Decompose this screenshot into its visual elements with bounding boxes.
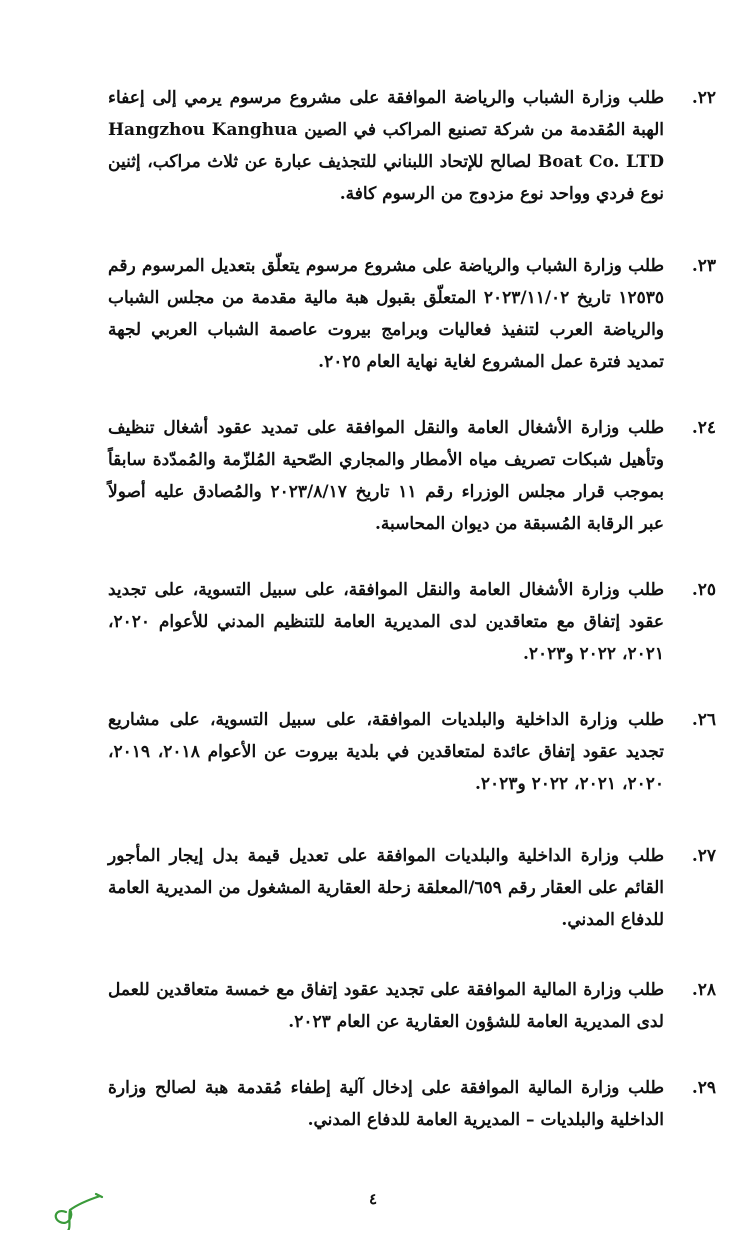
signature-initial (44, 1190, 104, 1230)
item-number: ٢٧. (691, 846, 716, 866)
agenda-item (108, 974, 716, 1038)
item-text: طلب وزارة الداخلية والبلديات الموافقة على تعديل قيمة بدل إيجار المأجور القائم على العقار رقم ٦٥٩/المعلقة زحلة العقارية المشغول من المديرية العامة للدفاع المدني. (108, 846, 664, 930)
item-number: ٢٩. (691, 1078, 716, 1098)
item-text: طلب وزارة الأشغال العامة والنقل الموافقة، على سبيل التسوية، على تجديد عقود إتفاق مع متعاقدين لدى المديرية العامة للتنظيم المدني للأعوام ٢٠٢٠، ٢٠٢١، ٢٠٢٢ و٢٠٢٣. (108, 580, 664, 664)
page-number: ٤ (368, 1190, 378, 1208)
item-number: ٢٣. (691, 256, 716, 276)
item-number: ٢٦. (691, 710, 716, 730)
item-text: طلب وزارة الداخلية والبلديات الموافقة، على سبيل التسوية، على مشاريع تجديد عقود إتفاق عائدة لمتعاقدين في بلدية بيروت عن الأعوام ٢٠١٨، ٢٠١٩، ٢٠٢٠، ٢٠٢١، ٢٠٢٢ و٢٠٢٣. (108, 710, 665, 794)
item-number: ٢٢. (691, 88, 716, 108)
item-text: طلب وزارة الشباب والرياضة على مشروع مرسوم يتعلّق بتعديل المرسوم رقم ١٢٥٣٥ تاريخ ٢٠٢٣/١١/٠٢ المتعلّق بقبول هبة مالية مقدمة من مجلس الشباب والرياضة العرب لتنفيذ فعاليات وبرامج بيروت عاصمة الشباب العربي لجهة تمديد فترة عمل المشروع لغاية نهاية العام ٢٠٢٥. (108, 256, 664, 372)
agenda-item (108, 412, 716, 540)
agenda-item (108, 574, 716, 670)
agenda-item (108, 840, 716, 936)
agenda-item (108, 704, 716, 800)
agenda-item (108, 82, 716, 210)
item-text: طلب وزارة الأشغال العامة والنقل الموافقة على تمديد عقود أشغال تنظيف وتأهيل شبكات تصريف مياه الأمطار والمجاري الصّحية المُلزّمة والمُمدّدة سابقاً بموجب قرار مجلس الوزراء رقم ١١ تاريخ ٢٠٢٣/٨/١٧ والمُصادق عليه أصولاً عبر الرقابة المُسبقة من ديوان المحاسبة. (108, 418, 665, 534)
agenda-item (108, 250, 716, 378)
item-number: ٢٤. (691, 418, 716, 438)
item-number: ٢٥. (691, 580, 716, 600)
item-text: طلب وزارة المالية الموافقة على تجديد عقود إتفاق مع خمسة متعاقدين للعمل لدى المديرية العامة للشؤون العقارية عن العام ٢٠٢٣. (108, 980, 664, 1032)
item-text: طلب وزارة المالية الموافقة على إدخال آلية إطفاء مُقدمة هبة لصالح وزارة الداخلية والبلديات – المديرية العامة للدفاع المدني. (108, 1078, 664, 1130)
agenda-items-list (108, 82, 716, 1172)
item-text: طلب وزارة الشباب والرياضة الموافقة على مشروع مرسوم يرمي إلى إعفاء الهبة المُقدمة من شركة تصنيع المراكب في الصين Hangzhou Kanghua Boat Co. LTD لصالح للإتحاد اللبناني للتجذيف عبارة عن ثلاث مراكب، إثنين نوع فردي وواحد نوع مزدوج من الرسوم كافة. (108, 88, 664, 204)
item-number: ٢٨. (691, 980, 716, 1000)
agenda-item (108, 1072, 716, 1136)
